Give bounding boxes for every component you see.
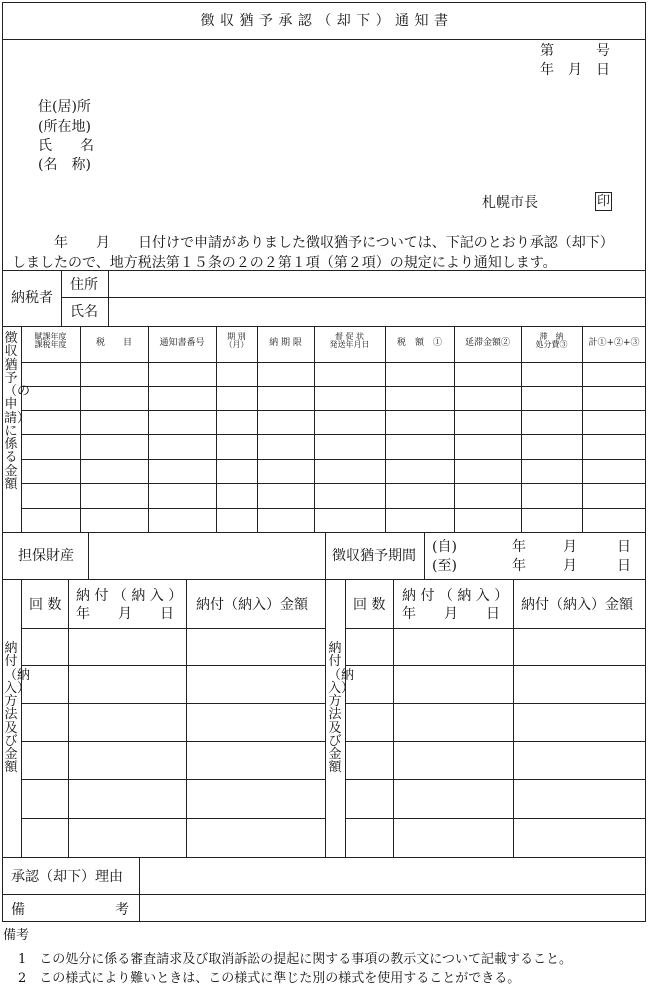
grid-line: [345, 665, 646, 666]
name-label-sub: (名 称): [38, 157, 91, 173]
remarks-label-second: 考: [115, 902, 129, 918]
seal-stamp: 印: [596, 194, 610, 209]
amount-column-header-line: 通知書番号: [159, 338, 205, 348]
amount-column-header-line: 賦課年度: [34, 332, 67, 341]
amount-column-header: [80, 339, 148, 348]
grid-line: [345, 741, 646, 742]
amount-column-header-line: 税 目: [95, 338, 132, 348]
title-divider: [2, 39, 646, 40]
reason-label: 承認（却下）理由: [11, 869, 123, 885]
amount-column-header-line: 課税年度: [34, 340, 67, 350]
payment-date-header: 納 付 （ 納 入 ）: [76, 588, 183, 604]
grid-line: [21, 362, 646, 363]
divider: [61, 297, 646, 298]
grid-line: [345, 779, 646, 780]
mayor-title: 札幌市長: [482, 195, 538, 211]
amount-column-header-line: 滞 納: [539, 332, 564, 341]
grid-line: [21, 459, 646, 460]
divider: [2, 326, 646, 327]
grid-line: [21, 326, 22, 532]
payment-amount-header-right: 納付（納入）金額: [521, 597, 633, 613]
grid-line: [345, 628, 646, 629]
grid-line: [513, 579, 514, 857]
form-frame: [2, 2, 646, 922]
amount-column-header: [385, 339, 454, 348]
amount-column-header-line: 税 額 ①: [396, 338, 442, 348]
grid-line: [345, 703, 646, 704]
period-to-day: 日: [617, 558, 631, 574]
grid-line: [21, 818, 325, 819]
amount-column-header: [314, 333, 385, 350]
remarks-label-first: 備: [11, 902, 25, 918]
doc-number: 第 号: [540, 43, 610, 59]
amount-column-header-line: 処分費③: [535, 340, 568, 350]
doc-date: 年 月 日: [540, 62, 610, 78]
amount-column-header: [257, 339, 314, 348]
grid-line: [345, 818, 646, 819]
taxpayer-address-label: 住所: [70, 277, 98, 293]
address-label-sub: (所在地): [38, 119, 91, 135]
name-label: 氏 名: [38, 138, 94, 154]
grid-line: [216, 326, 217, 532]
payment-section-label-right: 納付（納入）方法及び金額: [328, 641, 355, 776]
grid-line: [21, 386, 646, 387]
period-from-year: 年: [512, 539, 526, 555]
divider: [2, 532, 646, 533]
amount-column-header-line: 計①+②+③: [588, 338, 640, 348]
grid-line: [68, 579, 69, 857]
divider: [2, 857, 646, 858]
amount-column-header-line: 発送年月日: [329, 340, 370, 350]
grid-line: [21, 779, 325, 780]
amount-column-header-line: 延滞金額②: [464, 338, 510, 348]
grid-line: [21, 665, 325, 666]
period-from: (自): [432, 539, 457, 555]
note-item: 2 この様式により難いときは、この様式に準じた別の様式を使用することができる。: [18, 971, 521, 986]
grid-line: [345, 579, 346, 857]
period-to-month: 月: [563, 558, 577, 574]
deferral-period-label: 徴収猶予期間: [332, 548, 416, 564]
grid-line: [21, 483, 646, 484]
grid-line: [325, 579, 326, 857]
grid-line: [454, 326, 455, 532]
amount-column-header: [521, 333, 582, 350]
grid-line: [257, 326, 258, 532]
divider: [424, 532, 425, 579]
amount-column-header: [582, 339, 646, 348]
payment-date-subheader: 年 月 日: [76, 606, 174, 622]
taxpayer-name-label: 氏名: [70, 304, 98, 320]
payment-count-header-right: 回 数: [353, 597, 386, 613]
divider: [2, 270, 646, 271]
divider: [325, 532, 326, 579]
body-text-line1: 年 月 日付けで申請がありました徴収猶予については、下記のとおり承認（却下）: [54, 235, 614, 251]
grid-line: [21, 508, 646, 509]
amount-column-header: [21, 333, 80, 350]
divider: [139, 857, 140, 922]
amount-column-header: [216, 333, 257, 350]
body-text-line2: しましたので、地方税法第１５条の２の２第１項（第２項）の規定により通知します。: [12, 255, 557, 271]
divider: [61, 270, 62, 326]
period-from-month: 月: [563, 539, 577, 555]
notes-title: 備考: [3, 928, 30, 943]
amount-column-header-line: 納 期 限: [269, 338, 302, 348]
grid-line: [521, 326, 522, 532]
collateral-label: 担保財産: [18, 548, 74, 564]
form-title: 徴 収 猶 予 承 認 （ 却 下 ） 通 知 書: [200, 13, 449, 29]
amount-column-header: [148, 339, 216, 348]
payment-date-header-right: 納 付 （ 納 入 ）: [402, 588, 509, 604]
grid-line: [21, 579, 22, 857]
payment-date-subheader-right: 年 月 日: [402, 606, 500, 622]
period-to: (至): [432, 558, 457, 574]
divider: [108, 270, 109, 326]
grid-line: [21, 434, 646, 435]
period-from-day: 日: [617, 539, 631, 555]
note-item: 1 この処分に係る審査請求及び取消訴訟の提起に関する事項の教示文について記載すること。: [18, 952, 573, 967]
payment-amount-header: 納付（納入）金額: [196, 597, 308, 613]
grid-line: [21, 703, 325, 704]
grid-line: [21, 410, 646, 411]
payment-count-header: 回 数: [29, 597, 62, 613]
period-to-year: 年: [512, 558, 526, 574]
grid-line: [148, 326, 149, 532]
grid-line: [80, 326, 81, 532]
grid-line: [186, 579, 187, 857]
grid-line: [314, 326, 315, 532]
divider: [2, 894, 646, 895]
address-label: 住(居)所: [38, 99, 91, 115]
grid-line: [393, 579, 394, 857]
divider: [2, 579, 646, 580]
amount-column-header-line: （月）: [224, 340, 249, 350]
grid-line: [21, 741, 325, 742]
grid-line: [21, 628, 325, 629]
amount-column-header-line: 期 別: [227, 332, 246, 341]
grid-line: [385, 326, 386, 532]
amount-column-header: [454, 339, 521, 348]
divider: [88, 532, 89, 579]
grid-line: [582, 326, 583, 532]
amount-column-header-line: 督 促 状: [334, 332, 365, 341]
payment-section-label-left: 納付（納入）方法及び金額: [4, 641, 31, 776]
amount-section-label: 徴収猶予（の申請）に係る金額: [4, 331, 31, 492]
taxpayer-label: 納税者: [11, 290, 53, 306]
